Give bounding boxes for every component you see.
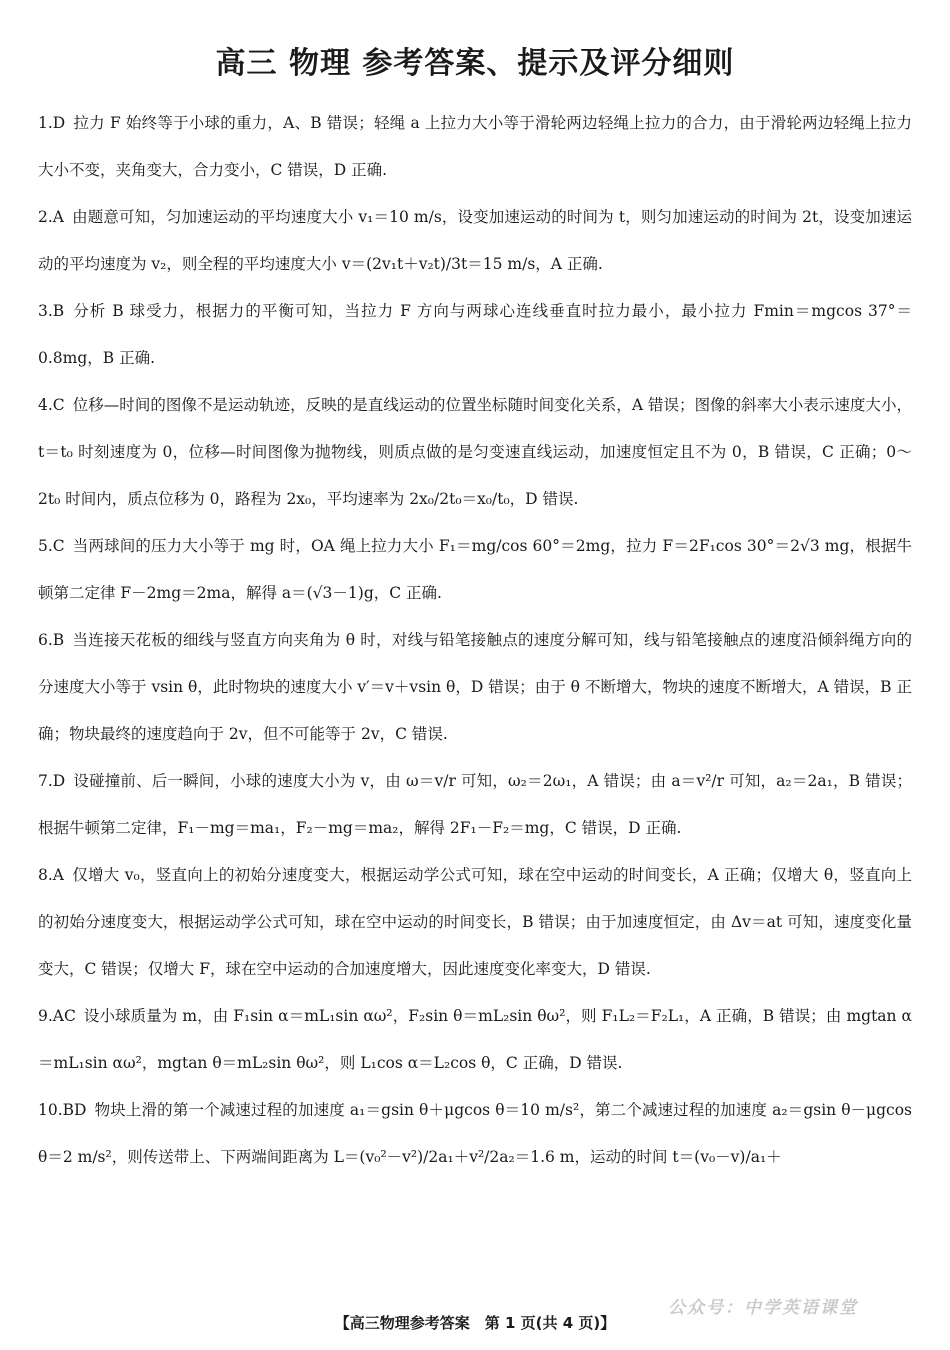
answer-number: 2.A: [38, 208, 64, 226]
answer-number: 6.B: [38, 631, 65, 649]
answer-item-4: [38, 382, 912, 523]
answer-item-10: [38, 1087, 912, 1181]
page-title: 高三 物理 参考答案、提示及评分细则: [215, 46, 735, 81]
answer-number: 8.A: [38, 866, 64, 884]
answer-item-1: [38, 100, 912, 194]
answer-text: 仅增大 v₀，竖直向上的初始分速度变大，根据运动学公式可知，球在空中运动的时间变长，A 正确；仅增大 θ，竖直向上的初始分速度变大，根据运动学公式可知，球在空中运动的时间变长，B 错误；由于加速度恒定，由 Δv＝at 可知，速度变化量变大，C 错误；仅增大 F，球在空中运动的合加速度增大，因此速度变化率变大，D 错误.: [38, 866, 912, 978]
answer-text: 设小球质量为 m，由 F₁sin α＝mL₁sin αω²，F₂sin θ＝mL₂sin θω²，则 F₁L₂＝F₂L₁，A 正确，B 错误；由 mgtan α＝mL₁sin αω²，mgtan θ＝mL₂sin θω²，则 L₁cos α＝L₂cos θ，C 正确，D 错误.: [38, 1007, 912, 1072]
answer-item-8: [38, 852, 912, 993]
answer-number: 9.AC: [38, 1007, 76, 1025]
answer-text: 物块上滑的第一个减速过程的加速度 a₁＝gsin θ＋μgcos θ＝10 m/s²，第二个减速过程的加速度 a₂＝gsin θ－μgcos θ＝2 m/s²，则传送带上、下两端间距离为 L＝(v₀²－v²)/2a₁＋v²/2a₂＝1.6 m，运动的时间 t＝(v₀－v)/a₁＋: [38, 1101, 912, 1166]
answer-number: 4.C: [38, 396, 65, 414]
answer-text: 拉力 F 始终等于小球的重力，A、B 错误；轻绳 a 上拉力大小等于滑轮两边轻绳上拉力的合力，由于滑轮两边轻绳上拉力大小不变，夹角变大，合力变小，C 错误，D 正确.: [38, 114, 912, 179]
answer-number: 3.B: [38, 302, 65, 320]
answer-item-6: [38, 617, 912, 758]
answer-text: 由题意可知，匀加速运动的平均速度大小 v₁＝10 m/s，设变加速运动的时间为 t，则匀加速运动的时间为 2t，设变加速运动的平均速度为 v₂，则全程的平均速度大小 v＝(2v₁t＋v₂t)/3t＝15 m/s，A 正确.: [38, 208, 912, 273]
answer-list: [38, 100, 912, 1181]
answer-number: 10.BD: [38, 1101, 87, 1119]
page-footer: 【高三物理参考答案 第 1 页(共 4 页)】: [334, 1314, 616, 1332]
answer-item-5: [38, 523, 912, 617]
answer-text: 当两球间的压力大小等于 mg 时，OA 绳上拉力大小 F₁＝mg/cos 60°＝2mg，拉力 F＝2F₁cos 30°＝2√3 mg，根据牛顿第二定律 F－2mg＝2ma，解得 a＝(√3－1)g，C 正确.: [38, 537, 912, 602]
answer-item-7: [38, 758, 912, 852]
answer-text: 分析 B 球受力，根据力的平衡可知，当拉力 F 方向与两球心连线垂直时拉力最小，最小拉力 Fmin＝mgcos 37°＝0.8mg，B 正确.: [38, 302, 912, 367]
watermark-text: 公众号：中学英语课堂: [668, 1298, 858, 1318]
answer-text: 位移—时间的图像不是运动轨迹，反映的是直线运动的位置坐标随时间变化关系，A 错误；图像的斜率大小表示速度大小，t＝t₀ 时刻速度为 0，位移—时间图像为抛物线，则质点做的是匀变速直线运动，加速度恒定且不为 0，B 错误，C 正确；0～2t₀ 时间内，质点位移为 0，路程为 2x₀，平均速率为 2x₀/2t₀＝x₀/t₀，D 错误.: [38, 396, 912, 508]
answer-number: 5.C: [38, 537, 65, 555]
answer-number: 7.D: [38, 772, 66, 790]
answer-item-2: [38, 194, 912, 288]
answer-item-9: [38, 993, 912, 1087]
answer-text: 设碰撞前、后一瞬间，小球的速度大小为 v，由 ω＝v/r 可知，ω₂＝2ω₁，A 错误；由 a＝v²/r 可知，a₂＝2a₁，B 错误；根据牛顿第二定律，F₁－mg＝ma₁，F₂－mg＝ma₂，解得 2F₁－F₂＝mg，C 错误，D 正确.: [38, 772, 912, 837]
answer-text: 当连接天花板的细线与竖直方向夹角为 θ 时，对线与铅笔接触点的速度分解可知，线与铅笔接触点的速度沿倾斜绳方向的分速度大小等于 vsin θ，此时物块的速度大小 v′＝v＋vsin θ，D 错误；由于 θ 不断增大，物块的速度不断增大，A 错误，B 正确；物块最终的速度趋向于 2v，但不可能等于 2v，C 错误.: [38, 631, 912, 743]
answer-item-3: [38, 288, 912, 382]
answer-number: 1.D: [38, 114, 66, 132]
